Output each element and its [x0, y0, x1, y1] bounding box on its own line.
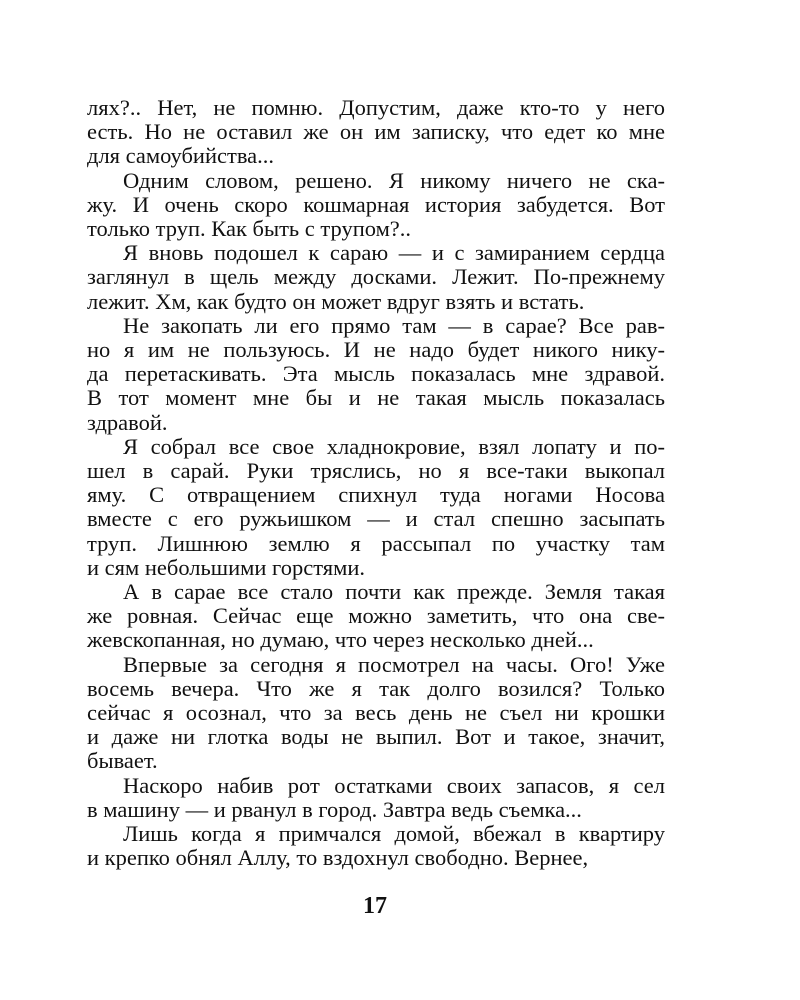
paragraph — [87, 774, 665, 822]
text-line: жу. И очень скоро кошмарная история забудется. Вот — [87, 191, 665, 217]
paragraph — [87, 169, 665, 242]
text-line: же ровная. Сейчас еще можно заметить, что она све- — [87, 603, 665, 629]
text-line: яму. С отвращением спихнул туда ногами Носова — [87, 482, 665, 508]
text-line: Я вновь подошел к сараю — и с замиранием сердца — [123, 240, 665, 266]
paragraph — [87, 241, 665, 314]
text-line: Впервые за сегодня я посмотрел на часы. Ого! Уже — [123, 651, 665, 677]
text-line: Наскоро набив рот остатками своих запасов, я сел — [123, 772, 665, 798]
text-line: Лишь когда я примчался домой, вбежал в квартиру — [123, 821, 665, 847]
text-line: В тот момент мне бы и не такая мысль показалась — [87, 385, 665, 411]
text-line: вместе с его ружьишком — и стал спешно засыпать — [87, 506, 665, 532]
page-number: 17 — [363, 893, 387, 919]
text-line: только труп. Как быть с трупом?.. — [87, 216, 412, 242]
text-line: в машину — и рванул в город. Завтра ведь съемка... — [87, 796, 582, 822]
text-line: восемь вечера. Что же я так долго возился? Только — [87, 675, 665, 701]
text-line: жевскопанная, но думаю, что через несколько дней... — [87, 627, 594, 653]
text-line: для самоубийства... — [87, 143, 275, 169]
body-text — [87, 96, 665, 871]
text-line: здравой. — [87, 409, 168, 435]
text-line: сейчас я осознал, что за весь день не съел ни крошки — [87, 700, 665, 726]
text-line: лежит. Хм, как будто он может вдруг взять и встать. — [87, 288, 585, 314]
text-line: и сям небольшими горстями. — [87, 554, 365, 580]
paragraph — [87, 435, 665, 580]
text-line: бывает. — [87, 748, 158, 774]
paragraph — [87, 96, 665, 169]
text-line: заглянул в щель между досками. Лежит. По-прежнему — [87, 264, 665, 290]
text-line: труп. Лишнюю землю я рассыпал по участку там — [87, 530, 665, 556]
text-line: Одним словом, решено. Я никому ничего не ска- — [123, 167, 665, 193]
paragraph — [87, 822, 665, 870]
paragraph — [87, 653, 665, 774]
text-line: и крепко обнял Аллу, то вздохнул свободно. Вернее, — [87, 845, 589, 871]
paragraph — [87, 580, 665, 653]
text-line: и даже ни глотка воды не выпил. Вот и такое, значит, — [87, 724, 665, 750]
text-line: но я им не пользуюсь. И не надо будет никого нику- — [87, 337, 665, 363]
text-line: есть. Но не оставил же он им записку, что едет ко мне — [87, 119, 665, 145]
text-line: лях?.. Нет, не помню. Допустим, даже кто-то у него — [87, 95, 665, 120]
text-line: Я собрал все свое хладнокровие, взял лопату и по- — [123, 433, 665, 459]
text-line: шел в сарай. Руки тряслись, но я все-таки выкопал — [87, 458, 665, 484]
text-line: Не закопать ли его прямо там — в сарае? Все рав- — [123, 312, 665, 338]
text-line: да перетаскивать. Эта мысль показалась мне здравой. — [87, 361, 665, 387]
text-line: А в сарае все стало почти как прежде. Земля такая — [123, 579, 665, 605]
paragraph — [87, 314, 665, 435]
